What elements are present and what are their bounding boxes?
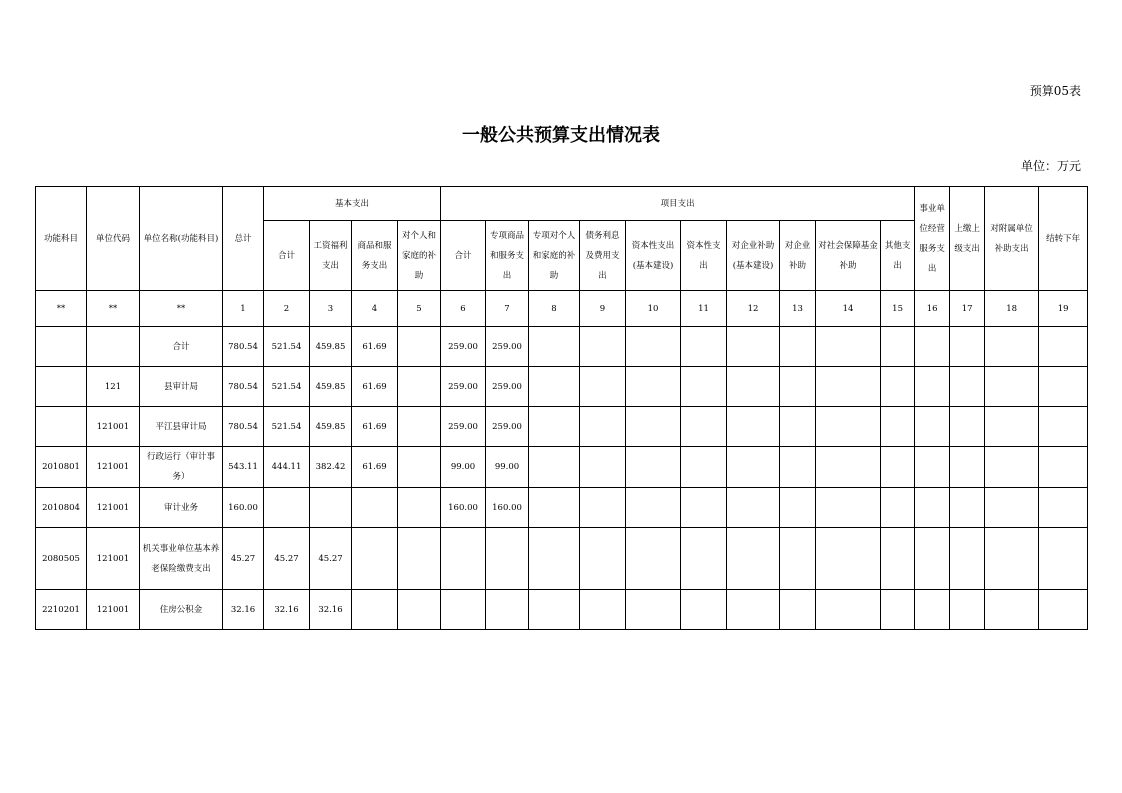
cell-value — [398, 327, 441, 367]
cell-value — [950, 327, 985, 367]
cell-value — [915, 590, 950, 630]
cell-unit-code: 121001 — [87, 590, 140, 630]
cell-value: 259.00 — [486, 407, 529, 447]
cell-value — [780, 367, 816, 407]
cell-value — [881, 367, 915, 407]
cell-unit-name: 县审计局 — [140, 367, 223, 407]
cell-value: 780.54 — [223, 407, 264, 447]
cell-value — [985, 528, 1039, 590]
header-project-sub: 专项对个人和家庭的补助 — [529, 221, 580, 291]
header-col19: 结转下年 — [1039, 187, 1088, 291]
cell-value — [985, 407, 1039, 447]
cell-func-code: 2010801 — [36, 447, 87, 488]
cell-value: 99.00 — [441, 447, 486, 488]
cell-value — [727, 327, 780, 367]
cell-value — [950, 367, 985, 407]
table-row — [36, 447, 1088, 488]
column-number: 19 — [1039, 291, 1088, 327]
header-basic: 基本支出 — [264, 187, 441, 221]
cell-value — [681, 407, 727, 447]
table-row — [36, 367, 1088, 407]
cell-value — [529, 488, 580, 528]
column-number: 14 — [816, 291, 881, 327]
header-unit-code: 单位代码 — [87, 187, 140, 291]
cell-value — [985, 367, 1039, 407]
cell-value — [398, 367, 441, 407]
column-number: ** — [36, 291, 87, 327]
cell-value — [881, 447, 915, 488]
table-body — [36, 327, 1088, 630]
header-total: 总计 — [223, 187, 264, 291]
cell-value — [529, 407, 580, 447]
cell-value: 259.00 — [486, 367, 529, 407]
header-project-sub: 对社会保障基金补助 — [816, 221, 881, 291]
cell-value — [441, 528, 486, 590]
cell-value — [681, 590, 727, 630]
cell-value — [816, 528, 881, 590]
cell-value — [881, 528, 915, 590]
cell-value — [441, 590, 486, 630]
column-number: 8 — [529, 291, 580, 327]
page-title: 一般公共预算支出情况表 — [462, 125, 660, 146]
cell-value — [529, 327, 580, 367]
cell-func-code — [36, 367, 87, 407]
cell-value — [398, 528, 441, 590]
cell-value — [626, 327, 681, 367]
cell-value: 444.11 — [264, 447, 310, 488]
header-basic-sub: 工资福利支出 — [310, 221, 352, 291]
cell-value — [529, 528, 580, 590]
header-project-sub: 资本性支出(基本建设) — [626, 221, 681, 291]
cell-value — [816, 327, 881, 367]
table-row — [36, 327, 1088, 367]
cell-unit-name: 审计业务 — [140, 488, 223, 528]
cell-value — [950, 590, 985, 630]
cell-value: 259.00 — [441, 327, 486, 367]
cell-value: 45.27 — [223, 528, 264, 590]
cell-value: 32.16 — [310, 590, 352, 630]
cell-value — [816, 590, 881, 630]
column-number: 9 — [580, 291, 626, 327]
header-project: 项目支出 — [441, 187, 915, 221]
table-row — [36, 528, 1088, 590]
cell-value — [780, 590, 816, 630]
cell-value — [580, 447, 626, 488]
cell-value — [881, 407, 915, 447]
cell-value: 32.16 — [223, 590, 264, 630]
cell-value — [727, 590, 780, 630]
cell-value: 61.69 — [352, 367, 398, 407]
cell-value — [915, 327, 950, 367]
cell-value: 61.69 — [352, 327, 398, 367]
cell-value: 45.27 — [310, 528, 352, 590]
column-number: 2 — [264, 291, 310, 327]
header-project-sub: 合计 — [441, 221, 486, 291]
cell-value: 160.00 — [486, 488, 529, 528]
cell-func-code: 2010804 — [36, 488, 87, 528]
cell-value — [816, 367, 881, 407]
cell-func-code — [36, 327, 87, 367]
cell-value — [486, 528, 529, 590]
cell-func-code: 2080505 — [36, 528, 87, 590]
cell-unit-name: 行政运行（审计事务） — [140, 447, 223, 488]
column-number: 1 — [223, 291, 264, 327]
cell-value — [780, 407, 816, 447]
column-number: 15 — [881, 291, 915, 327]
cell-value — [529, 447, 580, 488]
header-col16: 事业单位经营服务支出 — [915, 187, 950, 291]
cell-unit-code: 121 — [87, 367, 140, 407]
column-number: ** — [87, 291, 140, 327]
cell-value: 780.54 — [223, 367, 264, 407]
column-number: 17 — [950, 291, 985, 327]
cell-value — [816, 447, 881, 488]
cell-value — [580, 367, 626, 407]
column-number: 13 — [780, 291, 816, 327]
cell-value — [626, 367, 681, 407]
cell-value — [816, 488, 881, 528]
cell-unit-name: 平江县审计局 — [140, 407, 223, 447]
header-project-sub: 其他支出 — [881, 221, 915, 291]
cell-unit-code: 121001 — [87, 447, 140, 488]
cell-value — [1039, 447, 1088, 488]
cell-value — [681, 488, 727, 528]
header-project-sub: 资本性支出 — [681, 221, 727, 291]
cell-value — [985, 327, 1039, 367]
cell-value — [580, 327, 626, 367]
cell-value — [398, 488, 441, 528]
cell-value — [398, 447, 441, 488]
column-number: 6 — [441, 291, 486, 327]
column-number: 11 — [681, 291, 727, 327]
cell-value: 459.85 — [310, 367, 352, 407]
cell-value: 259.00 — [441, 407, 486, 447]
cell-value — [881, 590, 915, 630]
cell-value: 160.00 — [223, 488, 264, 528]
cell-value — [727, 528, 780, 590]
cell-value — [352, 590, 398, 630]
cell-value: 521.54 — [264, 407, 310, 447]
cell-value — [1039, 590, 1088, 630]
cell-unit-name: 合计 — [140, 327, 223, 367]
table-row — [36, 407, 1088, 447]
cell-value — [1039, 407, 1088, 447]
budget-table — [35, 186, 1088, 630]
column-number: 18 — [985, 291, 1039, 327]
column-number: 5 — [398, 291, 441, 327]
cell-value: 543.11 — [223, 447, 264, 488]
cell-value — [264, 488, 310, 528]
cell-value — [486, 590, 529, 630]
cell-value: 259.00 — [486, 327, 529, 367]
cell-value — [727, 447, 780, 488]
cell-value — [681, 528, 727, 590]
cell-value: 160.00 — [441, 488, 486, 528]
cell-value — [985, 447, 1039, 488]
cell-unit-code: 121001 — [87, 488, 140, 528]
cell-value — [681, 327, 727, 367]
cell-unit-code: 121001 — [87, 528, 140, 590]
cell-value — [580, 488, 626, 528]
cell-value — [915, 407, 950, 447]
header-project-sub: 对企业补助 — [780, 221, 816, 291]
column-number: 12 — [727, 291, 780, 327]
cell-value — [780, 447, 816, 488]
header-col17: 上缴上级支出 — [950, 187, 985, 291]
cell-value — [398, 590, 441, 630]
header-basic-sub: 合计 — [264, 221, 310, 291]
cell-value — [950, 528, 985, 590]
cell-unit-name: 住房公积金 — [140, 590, 223, 630]
cell-value: 45.27 — [264, 528, 310, 590]
cell-value — [727, 407, 780, 447]
cell-func-code — [36, 407, 87, 447]
cell-value — [881, 488, 915, 528]
cell-value — [1039, 367, 1088, 407]
column-number: 3 — [310, 291, 352, 327]
cell-unit-code — [87, 327, 140, 367]
cell-value — [529, 367, 580, 407]
cell-value: 780.54 — [223, 327, 264, 367]
cell-value — [626, 488, 681, 528]
cell-value — [580, 528, 626, 590]
cell-value — [985, 488, 1039, 528]
cell-value — [1039, 528, 1088, 590]
cell-value — [816, 407, 881, 447]
cell-value: 521.54 — [264, 367, 310, 407]
column-number: 16 — [915, 291, 950, 327]
cell-value — [727, 367, 780, 407]
cell-value: 61.69 — [352, 447, 398, 488]
header-basic-sub: 对个人和家庭的补助 — [398, 221, 441, 291]
cell-value — [352, 488, 398, 528]
table-row — [36, 488, 1088, 528]
cell-value — [1039, 488, 1088, 528]
column-number: 7 — [486, 291, 529, 327]
cell-value: 259.00 — [441, 367, 486, 407]
cell-value: 382.42 — [310, 447, 352, 488]
cell-value — [915, 528, 950, 590]
cell-value — [915, 488, 950, 528]
cell-value: 32.16 — [264, 590, 310, 630]
column-number: 10 — [626, 291, 681, 327]
cell-value: 459.85 — [310, 407, 352, 447]
cell-value — [626, 447, 681, 488]
cell-value — [881, 327, 915, 367]
header-func-code: 功能科目 — [36, 187, 87, 291]
cell-value — [626, 590, 681, 630]
cell-value — [626, 407, 681, 447]
cell-value — [780, 488, 816, 528]
header-unit-name: 单位名称(功能科目) — [140, 187, 223, 291]
header-project-sub: 债务利息及费用支出 — [580, 221, 626, 291]
header-project-sub: 对企业补助(基本建设) — [727, 221, 780, 291]
cell-value — [398, 407, 441, 447]
cell-value — [950, 488, 985, 528]
cell-value — [950, 447, 985, 488]
cell-value: 61.69 — [352, 407, 398, 447]
cell-value: 459.85 — [310, 327, 352, 367]
cell-value — [681, 447, 727, 488]
cell-value: 99.00 — [486, 447, 529, 488]
cell-value — [529, 590, 580, 630]
cell-func-code: 2210201 — [36, 590, 87, 630]
form-number: 预算05表 — [1029, 84, 1081, 98]
header-project-sub: 专项商品和服务支出 — [486, 221, 529, 291]
cell-value — [580, 407, 626, 447]
cell-value — [310, 488, 352, 528]
cell-unit-name: 机关事业单位基本养老保险缴费支出 — [140, 528, 223, 590]
cell-value — [950, 407, 985, 447]
cell-value — [626, 528, 681, 590]
column-number: 4 — [352, 291, 398, 327]
cell-value — [681, 367, 727, 407]
cell-value — [985, 590, 1039, 630]
column-number: ** — [140, 291, 223, 327]
unit-label: 单位：万元 — [1020, 159, 1081, 173]
header-col18: 对附属单位补助支出 — [985, 187, 1039, 291]
table-row — [36, 590, 1088, 630]
cell-value — [780, 528, 816, 590]
header-basic-sub: 商品和服务支出 — [352, 221, 398, 291]
cell-value — [352, 528, 398, 590]
cell-value: 521.54 — [264, 327, 310, 367]
cell-value — [780, 327, 816, 367]
cell-value — [915, 367, 950, 407]
cell-value — [915, 447, 950, 488]
cell-value — [580, 590, 626, 630]
cell-value — [727, 488, 780, 528]
cell-unit-code: 121001 — [87, 407, 140, 447]
cell-value — [1039, 327, 1088, 367]
